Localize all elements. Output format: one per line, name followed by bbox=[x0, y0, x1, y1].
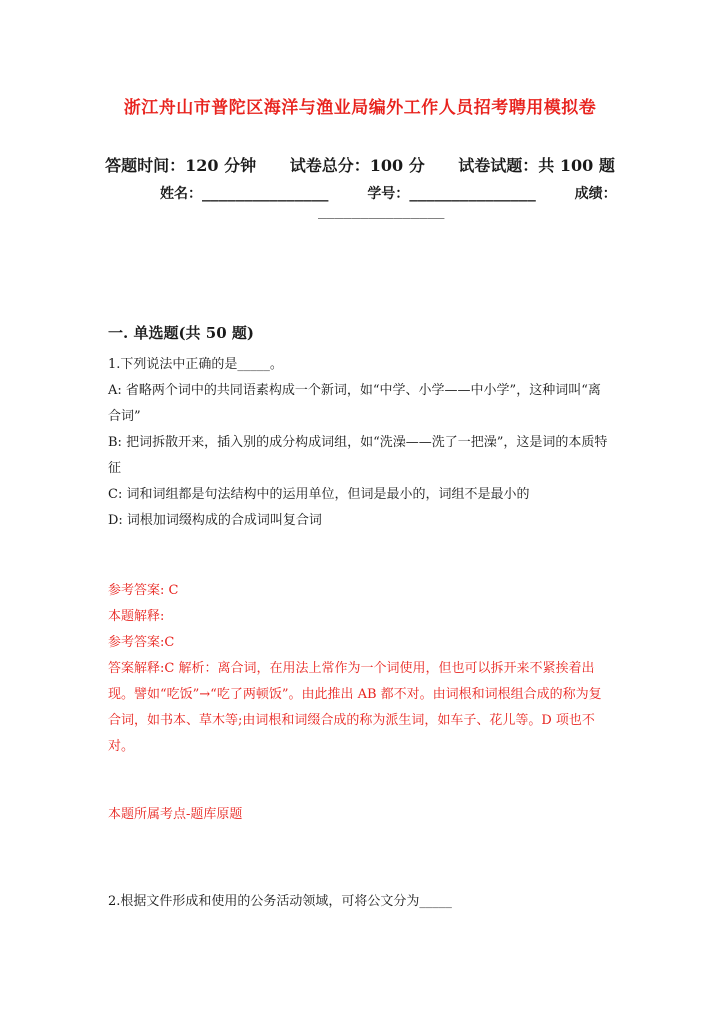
exam-time: 答题时间：120 分钟 bbox=[105, 156, 257, 175]
name-label: 姓名： bbox=[160, 186, 202, 202]
explanation-label: 本题解释: bbox=[108, 609, 165, 624]
topic-note: 本题所属考点-题库原题 bbox=[108, 807, 243, 822]
answer-reference: 参考答案: C bbox=[108, 583, 179, 598]
section-heading: 一. 单选题(共 50 题) bbox=[108, 324, 254, 342]
option-a: A: 省略两个词中的共同语素构成一个新词，如“中学、小学——中小学”，这种词叫“离合词” bbox=[108, 383, 601, 424]
score-blank: _______________ bbox=[318, 203, 445, 219]
score-label: 成绩： bbox=[574, 186, 617, 202]
exam-total-score: 试卷总分：100 分 bbox=[289, 156, 425, 175]
name-blank: _______________ bbox=[202, 186, 329, 202]
exam-info-line bbox=[0, 153, 720, 176]
answer-explanation: 答案解释:C 解析：离合词，在用法上常作为一个词使用，但也可以拆开来不紧挨着出现。譬如“吃饭”→“吃了两顿饭”。由此推出 AB 都不对。由词根和词根组合成的称为复合词，如书本、草木等;由词根和词缀合成的称为派生词，如车子、花儿等。D 项也不对。 bbox=[108, 661, 602, 754]
exam-title: 浙江舟山市普陀区海洋与渔业局编外工作人员招考聘用模拟卷 bbox=[123, 98, 597, 118]
candidate-info-line bbox=[160, 183, 651, 203]
option-c: C: 词和词组都是句法结构中的运用单位，但词是最小的，词组不是最小的 bbox=[108, 487, 530, 502]
answer-block bbox=[108, 578, 608, 760]
question-stem: 1.下列说法中正确的是_____。 bbox=[108, 357, 283, 372]
exam-total-questions: 试卷试题：共 100 题 bbox=[458, 156, 615, 175]
score-field bbox=[575, 183, 617, 203]
question-stem: 2.根据文件形成和使用的公务活动领域，可将公文分为_____ bbox=[108, 894, 452, 909]
name-field bbox=[160, 183, 328, 203]
option-d: D: 词根加词缀构成的合成词叫复合词 bbox=[108, 513, 322, 528]
answer-reference-2: 参考答案:C bbox=[108, 635, 175, 650]
id-blank: _______________ bbox=[409, 186, 536, 202]
question-1 bbox=[108, 352, 608, 534]
id-field bbox=[367, 183, 535, 203]
question-2 bbox=[108, 889, 608, 915]
id-label: 学号： bbox=[367, 186, 410, 202]
option-b: B: 把词拆散开来，插入别的成分构成词组，如“洗澡——洗了一把澡”，这是词的本质特征 bbox=[108, 435, 608, 476]
